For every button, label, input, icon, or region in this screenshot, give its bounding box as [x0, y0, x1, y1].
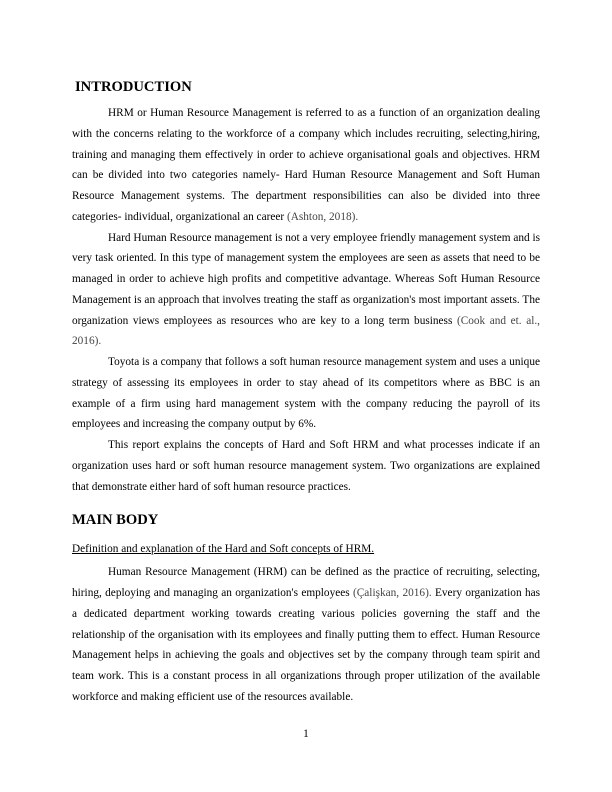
main-paragraph-1-text-b: Every organization has a dedicated department working towards creating various policies governing the staff and the relationship of the organisation with its employees and finally putting them to effect. Human Resource Management helps in achieving the goals and objectives set by the company through team spirit and team work. This is a constant process in all organizations through proper utilization of the available workforce and making efficient use of the resources available.	[72, 587, 541, 703]
intro-paragraph-3: Toyota is a company that follows a soft human resource management system and uses a unique strategy of assessing its employees in order to stay ahead of its competitors where as BBC is an example of a firm using hard management system with the company reducing the payroll of its employees and increasing the company output by 6%.	[72, 356, 540, 431]
page-number: 1	[303, 728, 309, 740]
main-paragraph-1-text-a: Human Resource Management (HRM) can be defined as the practice of recruiting, selecting, hiring, deploying and managing an organization's employees	[72, 566, 540, 599]
intro-paragraph-1-text: HRM or Human Resource Management is referred to as a function of an organization dealing with the concerns relating to the workforce of a company which includes recruiting, selecting,hiring, training and managing them effectively in order to achieve organisational goals and objectives. HRM can be divided into two categories namely- Hard Human Resource Management and Soft Human Resource Management systems. The department responsibilities can also be divided into three categories- individual, organizational an career	[72, 107, 540, 223]
main-body-heading: MAIN BODY	[72, 512, 159, 529]
intro-paragraph-2	[72, 228, 540, 353]
citation-ashton: (Ashton, 2018).	[286, 210, 359, 223]
main-paragraph-1	[72, 562, 540, 707]
section-subheading: Definition and explanation of the Hard and Soft concepts of HRM.	[72, 543, 375, 556]
intro-paragraph-1	[72, 103, 540, 228]
introduction-heading: INTRODUCTION	[75, 79, 192, 95]
intro-paragraph-4: This report explains the concepts of Hard and Soft HRM and what processes indicate if an organization uses hard or soft human resource management system. Two organizations are explained that demonstrate either hard of soft human resource practices.	[72, 439, 540, 493]
intro-paragraph-2-text: Hard Human Resource management is not a very employee friendly management system and is very task oriented. In this type of management system the employees are seen as assets that need to be managed in order to achieve high profits and competitive advantage. Whereas Soft Human Resource Management is an approach that involves treating the staff as organization's most important assets. The organization views employees as resources who are key to a long term business	[72, 231, 540, 327]
citation-caliskan: (Çalişkan, 2016).	[353, 587, 432, 599]
citation-cook: (Cook and et. al., 2016).	[72, 314, 541, 348]
page-content	[72, 77, 540, 708]
